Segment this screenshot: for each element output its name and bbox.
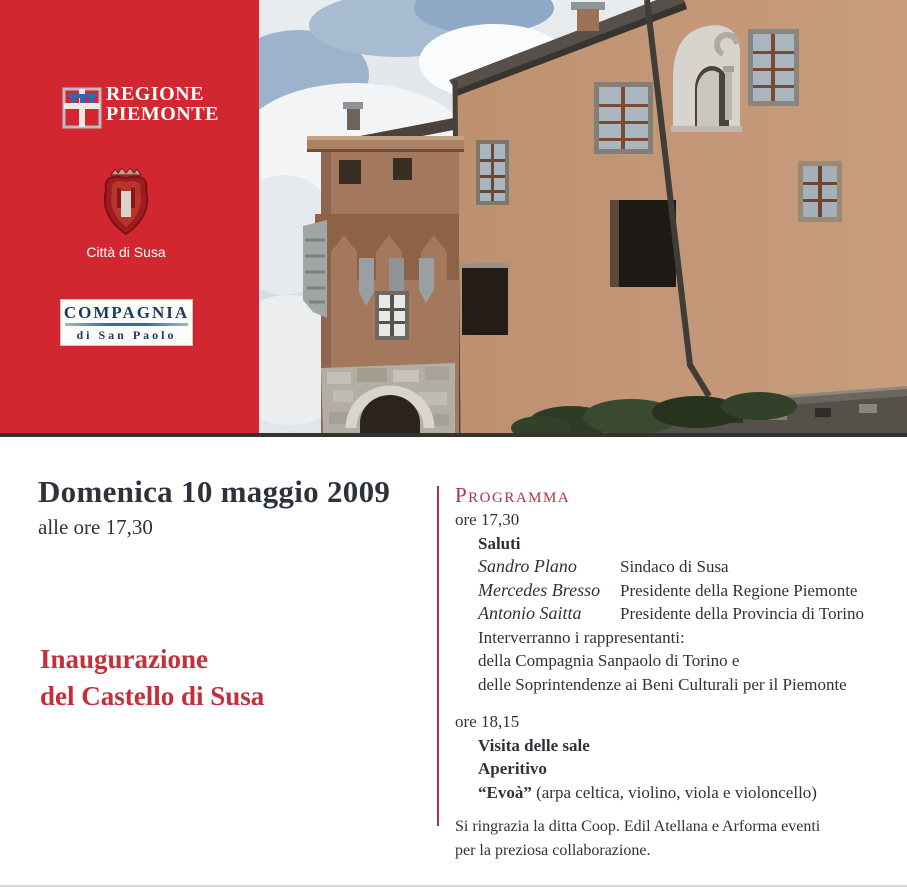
event-title-line2: del Castello di Susa: [40, 681, 265, 711]
castle-photo: [259, 0, 907, 433]
piemonte-line: PIEMONTE: [106, 103, 219, 125]
citta-di-susa-logo: [84, 166, 168, 260]
speaker-name: Mercedes Bresso: [478, 579, 601, 600]
speaker-row: [478, 602, 900, 626]
citta-di-susa-crest-icon: [97, 166, 155, 238]
session2-time: ore 18,15: [455, 712, 520, 731]
speaker-row: [478, 555, 900, 579]
regione-piemonte-wordmark: [106, 84, 219, 124]
sponsor-sidebar: [0, 0, 259, 433]
spacer: [455, 804, 900, 815]
event-title: [40, 641, 264, 715]
speaker-name: Sandro Plano: [478, 556, 577, 576]
representatives-note: Interverranno i rappresentanti:: [478, 627, 685, 647]
thanks-line: per la preziosa collaborazione.: [455, 841, 651, 859]
regione-piemonte-logo: [62, 84, 219, 130]
spacer: [455, 696, 900, 710]
event-date: Domenica 10 maggio 2009: [38, 474, 391, 509]
representatives-note: delle Soprintendenze ai Beni Culturali per il Piemonte: [478, 674, 847, 694]
representatives-note: della Compagnia Sanpaolo di Torino e: [478, 651, 740, 670]
compagnia-line: COMPAGNIA: [63, 303, 190, 322]
regione-line: REGIONE: [106, 83, 204, 105]
program-divider-line: [437, 486, 439, 826]
event-title-line1: Inaugurazione: [40, 644, 209, 674]
event-time: alle ore 17,30: [38, 515, 153, 539]
music-ensemble-name: “Evoà”: [478, 782, 532, 802]
saluti-label: Saluti: [478, 533, 521, 553]
compagnia-san-paolo-logo: [60, 299, 193, 346]
thanks-line: Si ringrazia la ditta Coop. Edil Atellana e Arforma eventi: [455, 818, 821, 835]
program-item: Visita delle sale: [478, 735, 590, 755]
header-banner: [0, 0, 907, 437]
speaker-name: Antonio Saitta: [478, 603, 582, 623]
compagnia-divider-rule: [65, 323, 188, 326]
date-block: [38, 474, 390, 540]
session1-time: ore 17,30: [455, 510, 520, 529]
san-paolo-line: di San Paolo: [76, 328, 177, 342]
speaker-role: Presidente della Provincia di Torino: [620, 604, 865, 623]
citta-di-susa-caption: Città di Susa: [86, 244, 166, 260]
speaker-role: Sindaco di Susa: [620, 557, 729, 576]
program-item: Aperitivo: [478, 759, 547, 778]
program-heading: Programma: [455, 483, 571, 507]
speaker-row: [478, 579, 900, 603]
music-instruments: (arpa celtica, violino, viola e violoncello): [531, 782, 817, 802]
program-section: [455, 483, 900, 862]
regione-piemonte-crest-icon: [62, 86, 102, 130]
music-line: [478, 781, 900, 805]
speaker-role: Presidente della Regione Piemonte: [620, 580, 858, 600]
